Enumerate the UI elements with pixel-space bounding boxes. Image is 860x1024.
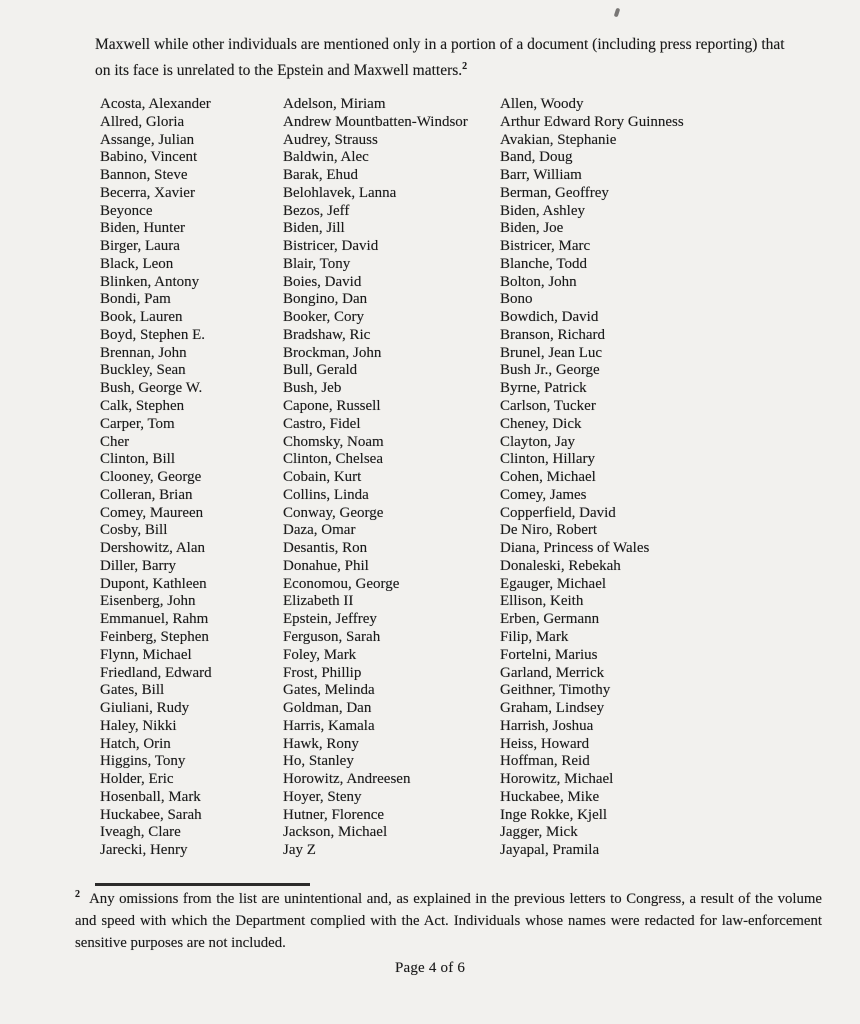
name-entry: Babino, Vincent <box>100 149 198 166</box>
name-entry: Bono <box>500 291 533 308</box>
name-entry: Biden, Ashley <box>500 202 585 219</box>
name-entry: Garland, Merrick <box>500 664 605 681</box>
name-entry: Branson, Richard <box>500 326 605 343</box>
name-entry: Jay Z <box>283 842 316 859</box>
name-entry: Bistricer, David <box>283 238 379 255</box>
name-entry: Capone, Russell <box>283 398 381 415</box>
footnote-marker: 2 <box>75 889 80 901</box>
name-entry: Audrey, Strauss <box>283 131 378 148</box>
page-number: Page 4 of 6 <box>394 960 466 976</box>
name-entry: Bannon, Steve <box>100 167 188 184</box>
name-entry: Allen, Woody <box>500 96 584 112</box>
name-entry: Bongino, Dan <box>283 291 368 308</box>
name-entry: Diana, Princess of Wales <box>500 540 650 557</box>
name-entry: Acosta, Alexander <box>100 96 211 112</box>
name-entry: Goldman, Dan <box>283 700 372 717</box>
name-entry: Hoffman, Reid <box>500 753 590 770</box>
name-entry: Book, Lauren <box>100 309 183 326</box>
name-entry: Comey, James <box>500 486 587 503</box>
name-entry: Huckabee, Mike <box>500 788 600 805</box>
footnote <box>75 888 822 954</box>
name-entry: Bull, Gerald <box>283 362 358 379</box>
name-entry: Allred, Gloria <box>100 113 185 130</box>
name-entry: Brennan, John <box>100 344 187 361</box>
name-column-1 <box>100 96 283 860</box>
name-entry: Clinton, Bill <box>100 451 176 468</box>
name-entry: Erben, Germann <box>500 611 600 628</box>
name-entry: Brockman, John <box>283 344 382 361</box>
name-entry: Blanche, Todd <box>500 255 587 272</box>
name-entry: Blinken, Antony <box>100 273 200 290</box>
name-entry: Iveagh, Clare <box>100 824 181 841</box>
name-entry: Black, Leon <box>100 255 174 272</box>
footnote-separator <box>95 883 310 886</box>
name-entry: Berman, Geoffrey <box>500 184 609 201</box>
name-entry: Ferguson, Sarah <box>283 628 381 645</box>
name-entry: Flynn, Michael <box>100 646 192 663</box>
name-entry: Birger, Laura <box>100 238 180 255</box>
name-entry: Horowitz, Andreesen <box>283 771 411 788</box>
name-entry: Holder, Eric <box>100 771 174 788</box>
name-entry: Beyonce <box>100 202 153 219</box>
name-entry: Daza, Omar <box>283 522 356 539</box>
name-column-3 <box>500 96 780 860</box>
name-entry: Economou, George <box>283 575 400 592</box>
name-entry: Arthur Edward Rory Guinness <box>500 113 684 130</box>
name-entry: Bush, Jeb <box>283 380 342 397</box>
name-entry: Colleran, Brian <box>100 486 193 503</box>
name-entry: Emmanuel, Rahm <box>100 611 209 628</box>
name-entry: Carlson, Tucker <box>500 398 596 415</box>
name-entry: Andrew Mountbatten-Windsor <box>283 113 468 130</box>
intro-paragraph <box>95 32 795 84</box>
name-entry: Cheney, Dick <box>500 415 582 432</box>
name-entry: Ho, Stanley <box>283 753 354 770</box>
name-entry: Hosenball, Mark <box>100 788 201 805</box>
name-entry: Blair, Tony <box>283 255 351 272</box>
intro-text: Maxwell while other individuals are mentioned only in a portion of a document (including press reporting) that on its face is unrelated to the Epstein and Maxwell matters. <box>95 36 785 79</box>
name-entry: Cobain, Kurt <box>283 469 362 486</box>
name-entry: Heiss, Howard <box>500 735 590 752</box>
name-entry: Castro, Fidel <box>283 415 361 432</box>
name-entry: Calk, Stephen <box>100 398 185 415</box>
name-entry: Clinton, Hillary <box>500 451 595 468</box>
name-entry: Jagger, Mick <box>500 824 578 841</box>
name-entry: Assange, Julian <box>100 131 195 148</box>
name-entry: Barak, Ehud <box>283 167 358 184</box>
name-entry: Boies, David <box>283 273 362 290</box>
name-entry: Baldwin, Alec <box>283 149 369 166</box>
name-entry: Cosby, Bill <box>100 522 168 539</box>
name-entry: Epstein, Jeffrey <box>283 611 377 628</box>
name-entry: Desantis, Ron <box>283 540 368 557</box>
name-entry: Barr, William <box>500 167 582 184</box>
name-entry: Dershowitz, Alan <box>100 540 205 557</box>
name-entry: Carper, Tom <box>100 415 175 432</box>
name-entry: Bowdich, David <box>500 309 599 326</box>
name-entry: Cher <box>100 433 130 450</box>
name-entry: Inge Rokke, Kjell <box>500 806 608 823</box>
name-entry: Buckley, Sean <box>100 362 186 379</box>
name-entry: Donaleski, Rebekah <box>500 557 621 574</box>
name-entry: Harrish, Joshua <box>500 717 594 734</box>
name-entry: Elizabeth II <box>283 593 354 610</box>
name-entry: Bradshaw, Ric <box>283 326 371 343</box>
name-entry: Byrne, Patrick <box>500 380 587 397</box>
name-entry: Clinton, Chelsea <box>283 451 383 468</box>
name-entry: Brunel, Jean Luc <box>500 344 603 361</box>
name-entry: Donahue, Phil <box>283 557 369 574</box>
name-entry: Bush, George W. <box>100 380 203 397</box>
name-entry: Jarecki, Henry <box>100 842 188 859</box>
name-entry: Biden, Hunter <box>100 220 185 237</box>
name-entry: Comey, Maureen <box>100 504 204 521</box>
name-columns <box>100 96 780 860</box>
name-entry: Bezos, Jeff <box>283 202 350 219</box>
name-entry: Horowitz, Michael <box>500 771 614 788</box>
name-entry: Frost, Phillip <box>283 664 362 681</box>
name-entry: Booker, Cory <box>283 309 365 326</box>
name-entry: Ellison, Keith <box>500 593 584 610</box>
name-entry: Bush Jr., George <box>500 362 600 379</box>
footnote-text: Any omissions from the list are unintentional and, as explained in the previous letters to Congress, a result of the volume and speed with which the Department complied with the Act. Individuals whose names were redacted for law-enforcement sensitive purposes are not included. <box>75 891 822 951</box>
name-entry: Hawk, Rony <box>283 735 359 752</box>
name-entry: De Niro, Robert <box>500 522 598 539</box>
name-entry: Dupont, Kathleen <box>100 575 207 592</box>
name-entry: Higgins, Tony <box>100 753 186 770</box>
name-entry: Eisenberg, John <box>100 593 196 610</box>
name-column-2 <box>283 96 500 860</box>
name-entry: Diller, Barry <box>100 557 177 574</box>
name-entry: Biden, Joe <box>500 220 564 237</box>
name-entry: Gates, Melinda <box>283 682 375 699</box>
name-entry: Biden, Jill <box>283 220 345 237</box>
name-entry: Bistricer, Marc <box>500 238 591 255</box>
name-entry: Copperfield, David <box>500 504 616 521</box>
name-entry: Gates, Bill <box>100 682 165 699</box>
name-entry: Haley, Nikki <box>100 717 177 734</box>
name-entry: Fortelni, Marius <box>500 646 598 663</box>
name-entry: Boyd, Stephen E. <box>100 326 205 343</box>
name-entry: Hutner, Florence <box>283 806 385 823</box>
name-entry: Chomsky, Noam <box>283 433 384 450</box>
name-entry: Filip, Mark <box>500 628 569 645</box>
name-entry: Giuliani, Rudy <box>100 700 190 717</box>
name-entry: Conway, George <box>283 504 384 521</box>
name-entry: Band, Doug <box>500 149 573 166</box>
name-entry: Avakian, Stephanie <box>500 131 617 148</box>
name-entry: Adelson, Miriam <box>283 96 386 112</box>
scan-artifact-mark <box>614 8 621 18</box>
name-entry: Jayapal, Pramila <box>500 842 600 859</box>
name-entry: Hoyer, Steny <box>283 788 362 805</box>
name-entry: Egauger, Michael <box>500 575 607 592</box>
name-entry: Foley, Mark <box>283 646 357 663</box>
name-entry: Graham, Lindsey <box>500 700 605 717</box>
name-entry: Harris, Kamala <box>283 717 375 734</box>
name-entry: Huckabee, Sarah <box>100 806 202 823</box>
name-entry: Clooney, George <box>100 469 202 486</box>
name-entry: Hatch, Orin <box>100 735 171 752</box>
name-entry: Cohen, Michael <box>500 469 596 486</box>
footnote-reference: 2 <box>462 60 468 72</box>
name-entry: Becerra, Xavier <box>100 184 195 201</box>
name-entry: Bolton, John <box>500 273 577 290</box>
name-entry: Friedland, Edward <box>100 664 212 681</box>
name-entry: Feinberg, Stephen <box>100 628 209 645</box>
name-entry: Clayton, Jay <box>500 433 575 450</box>
name-entry: Belohlavek, Lanna <box>283 184 397 201</box>
name-entry: Jackson, Michael <box>283 824 388 841</box>
name-entry: Collins, Linda <box>283 486 369 503</box>
name-entry: Geithner, Timothy <box>500 682 611 699</box>
name-entry: Bondi, Pam <box>100 291 171 308</box>
